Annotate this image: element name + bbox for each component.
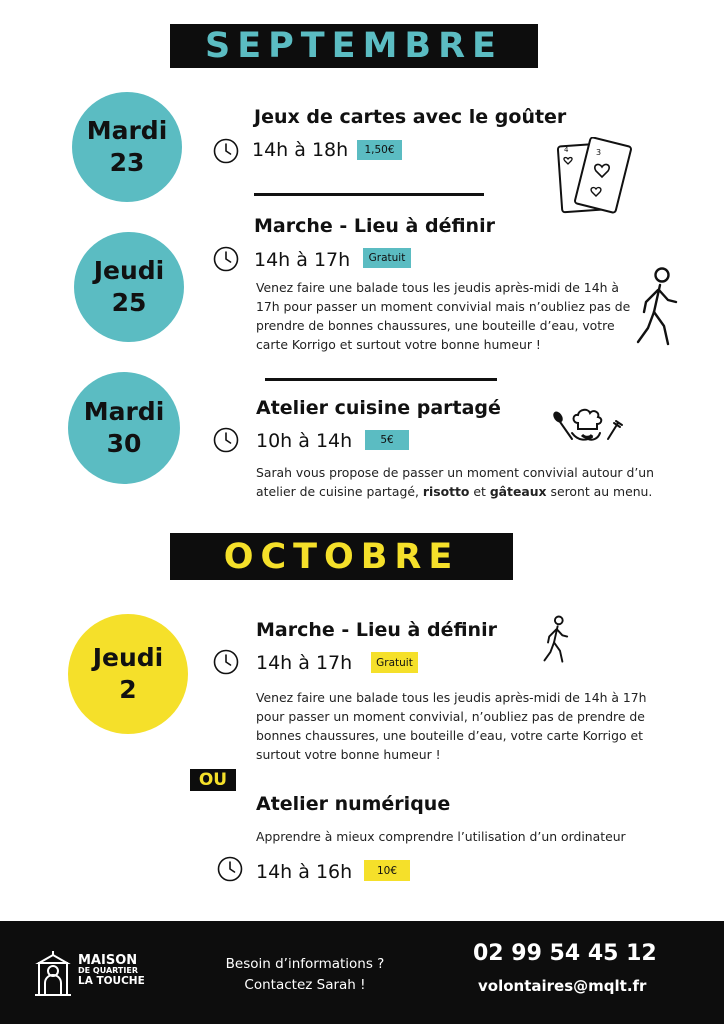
clock-icon xyxy=(213,138,239,164)
price-badge: 5€ xyxy=(365,430,409,450)
description-text: seront au menu. xyxy=(546,484,653,499)
email-address[interactable]: volontaires@mqlt.fr xyxy=(478,977,647,995)
clock-icon xyxy=(213,427,239,453)
month-banner-september xyxy=(170,24,538,68)
price-badge: Gratuit xyxy=(363,248,411,268)
date-number: 2 xyxy=(119,675,137,704)
date-number: 23 xyxy=(109,148,145,177)
event-description: Venez faire une balade tous les jeudis après-midi de 14h à 17h pour passer un moment convivial mais n’oubliez pas de prendre de bonnes chaussures, une bouteille d’eau, votre carte Korrigo et surtout votre bonne humeur ! xyxy=(256,280,631,352)
event-title: Atelier cuisine partagé xyxy=(256,397,501,419)
card-corner: 4 xyxy=(564,146,569,154)
event-time: 14h à 16h xyxy=(256,861,353,883)
clock-icon xyxy=(213,649,239,675)
building-logo-icon xyxy=(33,949,73,999)
divider xyxy=(254,193,484,196)
event-title: Marche - Lieu à définir xyxy=(254,215,495,237)
description-highlight: risotto xyxy=(422,484,470,499)
day-label: Jeudi xyxy=(93,256,165,285)
date-number: 30 xyxy=(106,429,142,458)
day-label: Mardi xyxy=(86,116,168,145)
price-badge: Gratuit xyxy=(371,652,418,673)
clock-icon xyxy=(213,246,239,272)
event-title: Marche - Lieu à définir xyxy=(256,619,497,641)
event-title: Jeux de cartes avec le goûter xyxy=(254,106,567,128)
event-time: 14h à 17h xyxy=(254,249,351,271)
info-line: Contactez Sarah ! xyxy=(244,977,366,993)
logo-text xyxy=(78,955,145,987)
date-circle xyxy=(68,614,188,734)
logo-line: DE QUARTIER xyxy=(78,966,138,975)
price-badge: 1,50€ xyxy=(357,140,402,160)
date-circle xyxy=(72,92,182,202)
event-description xyxy=(256,463,676,501)
card-corner: 3 xyxy=(596,148,602,157)
day-label: Jeudi xyxy=(92,643,164,672)
description-highlight: gâteaux xyxy=(489,484,547,499)
clock-icon xyxy=(217,856,243,882)
date-number: 25 xyxy=(111,288,147,317)
phone-number[interactable]: 02 99 54 45 12 xyxy=(473,941,657,966)
info-text xyxy=(210,954,400,996)
logo-line: MAISON xyxy=(78,953,138,968)
event-title: Atelier numérique xyxy=(256,793,451,815)
event-description: Apprendre à mieux comprendre l’utilisation d’un ordinateur xyxy=(256,829,626,844)
logo-line: LA TOUCHE xyxy=(78,975,145,987)
description-text: Sarah vous propose de passer un moment convivial autour d’un atelier de cuisine partagé, xyxy=(256,465,654,499)
event-time: 14h à 18h xyxy=(252,139,349,161)
price-badge: 10€ xyxy=(364,860,410,881)
month-label: SEPTEMBRE xyxy=(205,26,503,66)
walking-person-icon xyxy=(542,615,572,664)
walking-person-icon xyxy=(634,266,684,348)
event-time: 14h à 17h xyxy=(256,652,353,674)
description-text: et xyxy=(469,484,490,499)
divider xyxy=(265,378,497,381)
info-line: Besoin d’informations ? xyxy=(225,956,385,972)
day-label: Mardi xyxy=(83,397,165,426)
month-banner-october xyxy=(170,533,513,580)
date-circle xyxy=(68,372,180,484)
event-time: 10h à 14h xyxy=(256,430,353,452)
or-separator: OU xyxy=(190,769,236,791)
footer xyxy=(0,921,724,1024)
month-label: OCTOBRE xyxy=(223,536,460,577)
chef-hat-cutlery-icon xyxy=(550,405,626,447)
event-description: Venez faire une balade tous les jeudis après-midi de 14h à 17h pour passer un moment convivial, n’oubliez pas de prendre de bonnes chaussures, une bouteille d’eau, votre carte Korrigo et surtout votre bonne humeur ! xyxy=(256,690,647,762)
playing-cards-icon xyxy=(556,137,636,219)
date-circle xyxy=(74,232,184,342)
